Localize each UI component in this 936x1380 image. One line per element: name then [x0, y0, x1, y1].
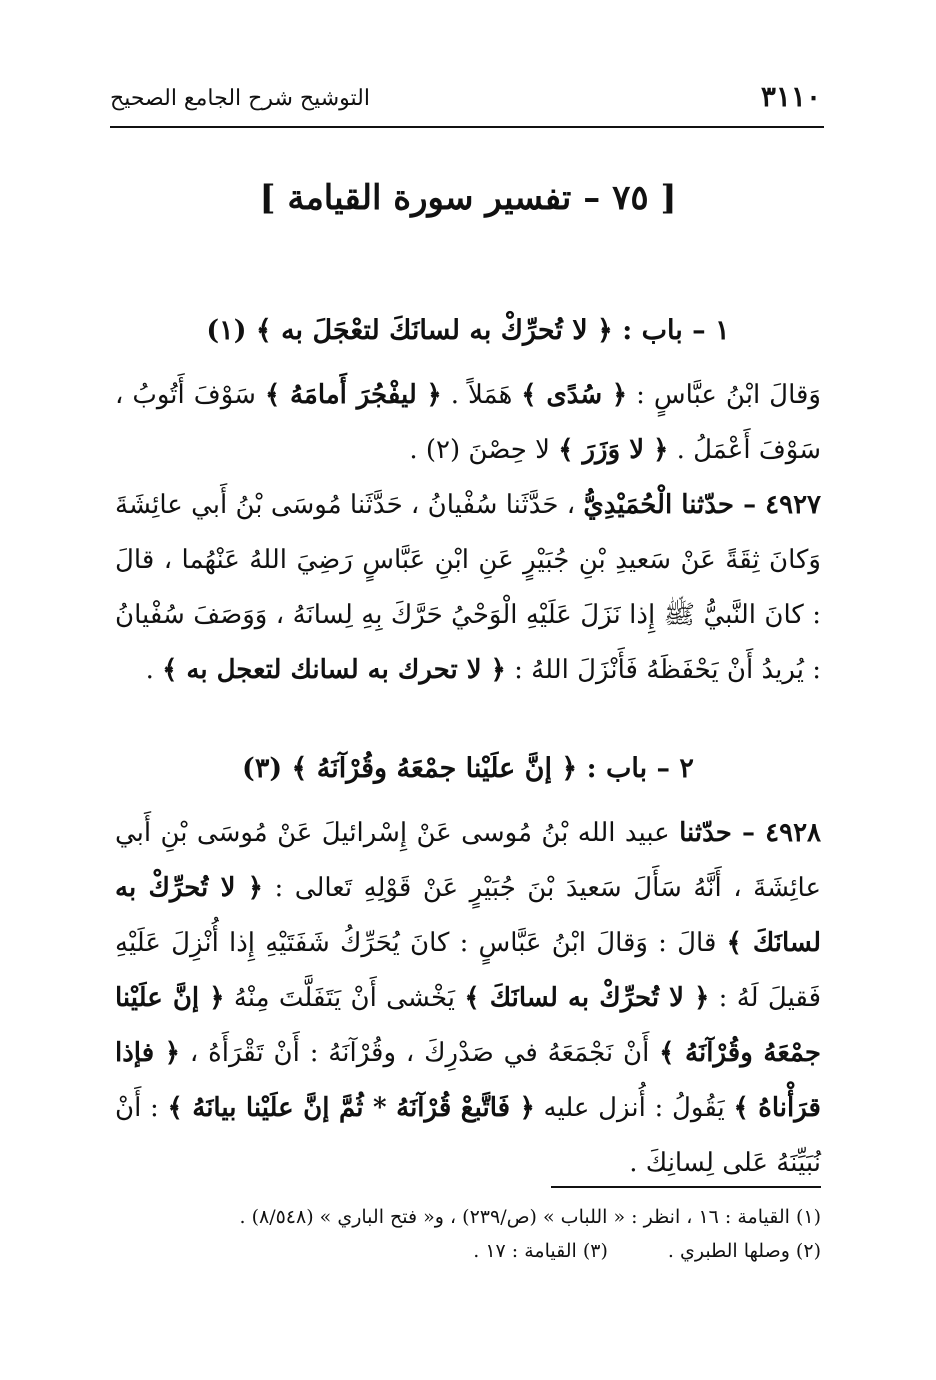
quran-quote: ﴿ لا تحرك به لسانك لتعجل به ﴾ — [162, 655, 506, 685]
hadith-4928 — [115, 806, 821, 1191]
footnote-2-3 — [115, 1234, 821, 1268]
paragraph-1-1 — [115, 368, 821, 478]
quran-quote: ﴿ لا تُحرِّكْ به لسانَكَ ﴾ — [115, 873, 821, 958]
text-run: هَمَلاً . — [441, 380, 522, 410]
text-run: : أَنْ نُبَيِّنَهُ عَلى لِسانِكَ . — [115, 1093, 821, 1178]
quran-quote: ﴿ لا وَزَرَ ﴾ — [558, 435, 669, 465]
text-run: يَخْشى أَنْ يَتَفَلَّتَ مِنْهُ — [224, 983, 465, 1013]
text-run: يَقُولُ : أُنزل عليه — [534, 1093, 734, 1123]
text-run: سَوْفَ أَتُوبُ ، سَوْفَ أَعْمَلُ . — [115, 380, 821, 465]
page-header — [110, 80, 821, 126]
footnote-1: (١) القيامة : ١٦ ، انظر : « اللباب » (ص/٢٣٩) ، و« فتح الباري » (٨/٥٤٨) . — [239, 1206, 821, 1228]
footnotes — [115, 1200, 821, 1268]
text-run: وَقالَ ابْنُ عبَّاسٍ : — [627, 380, 821, 410]
hadith-number: ٤٩٢٨ – حدّثنا — [679, 818, 821, 848]
quran-quote: ﴿ فإذا قرَأْناهُ ﴾ — [115, 1038, 821, 1123]
quran-quote: ﴿ لا تُحرِّكْ به لسانَكَ ﴾ — [464, 983, 710, 1013]
quran-quote: ﴿ إنَّ علَيْنا جمْعَهُ وقُرْآنَهُ ﴾ — [115, 983, 821, 1068]
header-rule — [110, 126, 824, 128]
footnote-3: (٣) القيامة : ١٧ . — [473, 1240, 608, 1262]
footnote-rule — [551, 1186, 821, 1188]
text-run: أَنْ نَجْمَعَهُ في صَدْرِكَ ، وقُرْآنَهُ : أَنْ تَقْرَأَهُ ، — [180, 1038, 660, 1068]
hadith-4927 — [115, 478, 821, 698]
text-run: قالَ : وَقالَ ابْنُ عَبَّاسٍ : كانَ يُحَرِّكُ شَفَتَيْهِ إِذا أُنْزِلَ عَلَيْهِ فَقيلَ لَهُ : — [115, 928, 822, 1013]
text-run: عبيد الله بْنُ مُوسى عَنْ إِسْرائيلَ عَنْ مُوسَى بْنِ أَبي عائِشَةَ ، أَنَّهُ سَأَلَ سَعيدَ بْنَ جُبَيْرٍ عَنْ قَوْلِهِ تَعالى : — [115, 818, 821, 903]
chapter-title: [ ٧٥ – تفسير سورة القيامة ] — [259, 178, 677, 218]
footnote-2: (٢) وصلها الطبري . — [667, 1240, 821, 1262]
hadith-number: ٤٩٢٧ – حدّثنا الْحُمَيْدِيُّ — [583, 490, 821, 520]
page-number: ٣١١٠ — [760, 80, 821, 113]
text-run: لا حِصْنَ (٢) . — [409, 435, 559, 465]
quran-quote: ﴿ سُدًى ﴾ — [521, 380, 628, 410]
text-run: ، حَدَّثَنا سُفْيانُ ، حَدَّثَنا مُوسَى بْنُ أَبي عائِشَةَ وَكانَ ثِقَةً عَنْ سَعيدِ بْنِ جُبَيْرٍ عَنِ ابْنِ عَبَّاسٍ رَضِيَ اللهُ عَنْهُما ، قالَ : كانَ النَّبيُّ ﷺ إِذا نَزَلَ عَلَيْهِ الْوَحْيُ حَرَّكَ بِهِ لِسانَهُ ، وَوَصَفَ سُفْيانُ : يُريدُ أَنْ يَحْفَظَهُ فَأَنْزَلَ اللهُ : — [115, 490, 821, 685]
quran-quote: ﴿ ليفْجُرَ أَمامَهُ ﴾ — [264, 380, 442, 410]
running-title: التوشيح شرح الجامع الصحيح — [110, 86, 370, 111]
bab-heading-1: ١ – باب : ﴿ لا تُحرِّكْ به لسانَكَ لتعْجَلَ به ﴾ (١) — [206, 315, 730, 346]
bab-heading-2: ٢ – باب : ﴿ إنَّ علَيْنا جمْعَهُ وقُرْآنَهُ ﴾ (٣) — [242, 753, 694, 784]
text-run: . — [145, 655, 163, 685]
quran-quote: ﴿ فَاتَّبعْ قُرْآنَهُ * ثُمَّ إنَّ علَيْنا بيانَهُ ﴾ — [167, 1093, 535, 1123]
